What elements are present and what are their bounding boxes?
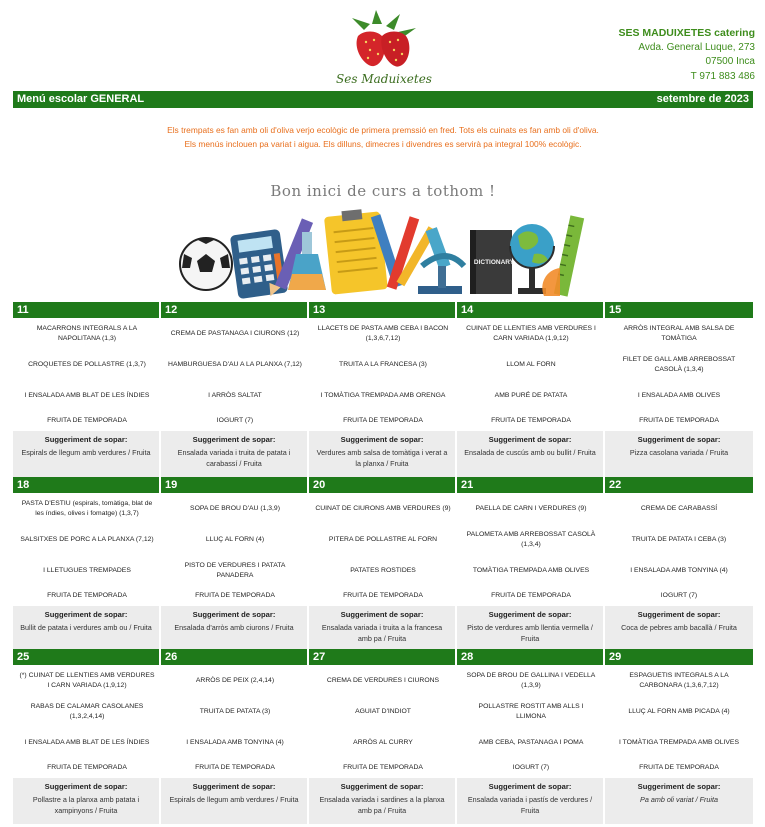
side-dish: AMB CEBA, PASTANAGA I POMA	[478, 738, 584, 746]
second-course: CROQUETES DE POLLASTRE (1,3,7)	[28, 360, 146, 368]
second-course: AGUIAT D'INDIOT	[355, 707, 411, 715]
side-dish: I ENSALADA AMB TONYINA (4)	[186, 738, 284, 746]
company-address: Avda. General Luque, 273	[638, 41, 755, 53]
football-icon	[180, 238, 232, 290]
day-number: 11	[13, 302, 161, 318]
dinner-label: Suggeriment de sopar:	[637, 782, 721, 791]
day-number: 21	[457, 477, 605, 493]
first-course: SOPA DE BROU D'AU (1,3,9)	[190, 504, 280, 512]
dinner-text: Pisto de verdures amb llentia vermella / Fruita	[467, 623, 593, 643]
dinner-text: Coca de pebres amb bacallà / Fruita	[621, 623, 737, 632]
week-1	[13, 302, 753, 477]
day-number: 26	[161, 649, 309, 665]
second-course: HAMBURGUESA D'AU A LA PLANXA (7,12)	[168, 360, 302, 368]
dinner-text: Ensalada de cuscús amb ou bullit / Fruita	[464, 448, 596, 457]
day-column	[309, 665, 457, 824]
dinner-suggestion	[457, 606, 605, 652]
company-logo	[328, 10, 440, 86]
second-course: PITERA DE POLLASTRE AL FORN	[328, 535, 438, 543]
dinner-label: Suggeriment de sopar:	[340, 782, 424, 791]
first-course: (*) CUINAT DE LLENTIES AMB VERDURES I CARN VARIADA (1,9,12)	[19, 672, 155, 689]
dinner-text: Espirals de llegum amb verdures / Fruita	[169, 795, 299, 804]
day-column	[605, 493, 753, 652]
dinner-label: Suggeriment de sopar:	[192, 435, 276, 444]
day-column	[605, 318, 753, 477]
dinner-label: Suggeriment de sopar:	[192, 782, 276, 791]
dinner-label: Suggeriment de sopar:	[637, 610, 721, 619]
greeting: Bon inici de curs a tothom !	[270, 182, 496, 200]
first-course: CREMA DE PASTANAGA I CIURONS (12)	[170, 329, 300, 337]
side-dish: I ENSALADA AMB OLIVES	[637, 391, 721, 399]
side-dish: TOMÀTIGA TREMPADA AMB OLIVES	[472, 566, 590, 574]
day-column	[605, 665, 753, 824]
day-column	[457, 318, 605, 477]
dessert: FRUITA DE TEMPORADA	[47, 764, 127, 772]
menu-title-bar	[13, 91, 753, 108]
dinner-text: Ensalada variada i sardines a la planxa amb pa / Fruita	[319, 795, 445, 815]
menu-notes	[13, 123, 753, 151]
day-number: 12	[161, 302, 309, 318]
note-line-2: Els menús inclouen pa variat i aigua. Els dilluns, dimecres i divendres es servirà pa integral 100% ecològic.	[184, 139, 582, 149]
second-course: POLLASTRE ROSTIT AMB ALLS I LLIMONA	[478, 703, 584, 720]
day-column	[161, 318, 309, 477]
company-city: 07500 Inca	[705, 56, 755, 67]
dessert: FRUITA DE TEMPORADA	[343, 592, 423, 600]
dinner-label: Suggeriment de sopar:	[637, 435, 721, 444]
day-number: 14	[457, 302, 605, 318]
company-phone: T 971 883 486	[690, 70, 755, 82]
first-course: ARRÒS DE PEIX (2,4,14)	[195, 676, 275, 684]
dessert: FRUITA DE TEMPORADA	[47, 592, 127, 600]
second-course: TRUITA DE PATATA (3)	[199, 707, 271, 715]
dinner-text: Pollastre a la planxa amb patata i xampinyons / Fruita	[32, 795, 140, 815]
second-course: RABAS DE CALAMAR CASOLANES (1,3,2,4,14)	[30, 703, 144, 720]
side-dish: PISTO DE VERDURES I PATATA PANADERA	[184, 562, 286, 579]
first-course: CUINAT DE CIURONS AMB VERDURES (9)	[315, 504, 451, 512]
dinner-label: Suggeriment de sopar:	[44, 435, 128, 444]
side-dish: I TOMÀTIGA TREMPADA AMB OLIVES	[619, 738, 739, 746]
second-course: PALOMETA AMB ARREBOSSAT CASOLÀ (1,3,4)	[466, 531, 596, 548]
day-column	[309, 493, 457, 652]
dinner-suggestion	[161, 778, 309, 824]
company-info	[618, 26, 755, 84]
first-course: MACARRONS INTEGRALS A LA NAPOLITANA (1,3)	[36, 325, 138, 342]
second-course: TRUITA A LA FRANCESA (3)	[339, 360, 427, 368]
first-course: CUINAT DE LLENTIES AMB VERDURES I CARN VARIADA (1,9,12)	[466, 325, 596, 342]
dinner-suggestion	[13, 778, 161, 824]
dessert: IOGURT (7)	[660, 592, 698, 600]
day-number: 13	[309, 302, 457, 318]
dinner-text: Ensalada variada i truita de patata i carabassí / Fruita	[177, 448, 291, 468]
week-2	[13, 477, 753, 652]
dessert: IOGURT (7)	[512, 764, 550, 772]
day-column	[161, 665, 309, 824]
dinner-text: Espirals de llegum amb verdures / Fruita	[21, 448, 151, 457]
dessert: FRUITA DE TEMPORADA	[195, 592, 275, 600]
side-dish: I ENSALADA AMB BLAT DE LES ÍNDIES	[24, 391, 150, 399]
dinner-label: Suggeriment de sopar:	[488, 435, 572, 444]
day-number: 28	[457, 649, 605, 665]
calculator-icon	[230, 229, 288, 299]
day-column	[457, 493, 605, 652]
dinner-text: Bullit de patata i verdures amb ou / Fruita	[20, 623, 152, 632]
day-number: 18	[13, 477, 161, 493]
dinner-suggestion	[457, 431, 605, 477]
second-course: LLOM AL FORN	[506, 360, 556, 368]
dictionary-icon	[470, 230, 515, 294]
day-number: 25	[13, 649, 161, 665]
day-number: 27	[309, 649, 457, 665]
dessert: FRUITA DE TEMPORADA	[639, 764, 719, 772]
day-column	[161, 493, 309, 652]
first-course: CREMA DE VERDURES I CIURONS	[326, 676, 440, 684]
dinner-text: Ensalada d'arròs amb ciurons / Fruita	[174, 623, 294, 632]
first-course: SOPA DE BROU DE GALLINA I VEDELLA (1,3,9)	[466, 672, 596, 689]
second-course: LLUÇ AL FORN AMB PICADA (4)	[628, 707, 730, 715]
dinner-text: Ensalada variada i truita a la francesa amb pa / Fruita	[321, 623, 443, 643]
dessert: FRUITA DE TEMPORADA	[47, 417, 127, 425]
side-dish: I LLETUGUES TREMPADES	[43, 566, 131, 574]
side-dish: I ENSALADA AMB TONYINA (4)	[630, 566, 728, 574]
day-number: 20	[309, 477, 457, 493]
menu-month: setembre de 2023	[656, 93, 749, 105]
strawberry-icon	[342, 10, 426, 72]
dinner-text: Ensalada variada i pastís de verdures / Fruita	[467, 795, 593, 815]
dinner-suggestion	[13, 431, 161, 477]
second-course: FILET DE GALL AMB ARREBOSSAT CASOLÀ (1,3,4)	[622, 356, 736, 373]
second-course: LLUÇ AL FORN (4)	[205, 535, 265, 543]
dinner-suggestion	[309, 431, 457, 477]
dessert: FRUITA DE TEMPORADA	[343, 417, 423, 425]
side-dish: I TOMÀTIGA TREMPADA AMB ORENGA	[320, 391, 446, 399]
second-course: TRUITA DE PATATA I CEBA (3)	[631, 535, 727, 543]
day-number: 19	[161, 477, 309, 493]
week-header	[13, 477, 753, 493]
dinner-text: Pizza casolana variada / Fruita	[629, 448, 729, 457]
logo-text: Ses Maduixetes	[336, 72, 432, 86]
dessert: IOGURT (7)	[216, 417, 254, 425]
dinner-label: Suggeriment de sopar:	[340, 435, 424, 444]
menu-title: Menú escolar GENERAL	[17, 93, 145, 105]
dinner-suggestion	[457, 778, 605, 824]
dinner-suggestion	[605, 778, 753, 824]
week-header	[13, 302, 753, 318]
day-number: 22	[609, 479, 622, 491]
dinner-suggestion	[309, 606, 457, 652]
day-column	[13, 493, 161, 652]
first-course: ESPAGUETIS INTEGRALS A LA CARBONARA (1,3,6,7,12)	[629, 672, 729, 689]
dessert: FRUITA DE TEMPORADA	[491, 417, 571, 425]
day-column	[457, 665, 605, 824]
svg-text:DICTIONARY: DICTIONARY	[473, 259, 515, 266]
dinner-suggestion	[161, 606, 309, 652]
day-column	[309, 318, 457, 477]
dessert: FRUITA DE TEMPORADA	[195, 764, 275, 772]
dinner-suggestion	[161, 431, 309, 477]
first-course: ARRÒS INTEGRAL AMB SALSA DE TOMÀTIGA	[623, 325, 735, 342]
second-course: SALSITXES DE PORC A LA PLANXA (7,12)	[20, 535, 154, 543]
dinner-text: Verdures amb salsa de tomàtiga i verat a la planxa / Fruita	[316, 448, 448, 468]
note-line-1: Els trempats es fan amb oli d'oliva verjo ecològic de primera premssió en fred. Tots els cuinats es fan amb oli d'oliva.	[167, 125, 599, 135]
week-3	[13, 649, 753, 824]
dinner-label: Suggeriment de sopar:	[44, 610, 128, 619]
dinner-label: Suggeriment de sopar:	[192, 610, 276, 619]
day-number: 29	[609, 651, 622, 663]
day-column	[13, 318, 161, 477]
dessert: FRUITA DE TEMPORADA	[491, 592, 571, 600]
day-number: 15	[609, 304, 622, 316]
first-course: PASTA D'ESTIU (espirals, tomàtiga, blat de les índies, olives i fomatge) (1,3,7)	[21, 500, 153, 517]
side-dish: ARRÒS AL CURRY	[353, 738, 413, 746]
side-dish: I ENSALADA AMB BLAT DE LES ÍNDIES	[24, 738, 150, 746]
first-course: LLACETS DE PASTA AMB CEBA I BACON (1,3,6,7,12)	[317, 325, 449, 342]
dinner-label: Suggeriment de sopar:	[44, 782, 128, 791]
dessert: FRUITA DE TEMPORADA	[639, 417, 719, 425]
side-dish: AMB PURÉ DE PATATA	[494, 391, 568, 399]
first-course: CREMA DE CARABASSÍ	[640, 504, 718, 512]
dinner-suggestion	[605, 606, 753, 652]
side-dish: PATATES ROSTIDES	[350, 566, 416, 574]
dinner-label: Suggeriment de sopar:	[488, 782, 572, 791]
dinner-text: Pa amb oli variat / Fruita	[640, 795, 718, 804]
dinner-label: Suggeriment de sopar:	[340, 610, 424, 619]
dinner-suggestion	[605, 431, 753, 477]
first-course: PAELLA DE CARN I VERDURES (9)	[475, 504, 587, 512]
dessert: FRUITA DE TEMPORADA	[343, 764, 423, 772]
dinner-label: Suggeriment de sopar:	[488, 610, 572, 619]
company-name: SES MADUIXETES catering	[618, 27, 755, 39]
school-supplies-illustration	[176, 206, 588, 302]
week-header	[13, 649, 753, 665]
dinner-suggestion	[13, 606, 161, 652]
day-column	[13, 665, 161, 824]
dinner-suggestion	[309, 778, 457, 824]
side-dish: I ARRÒS SALTAT	[208, 391, 262, 399]
